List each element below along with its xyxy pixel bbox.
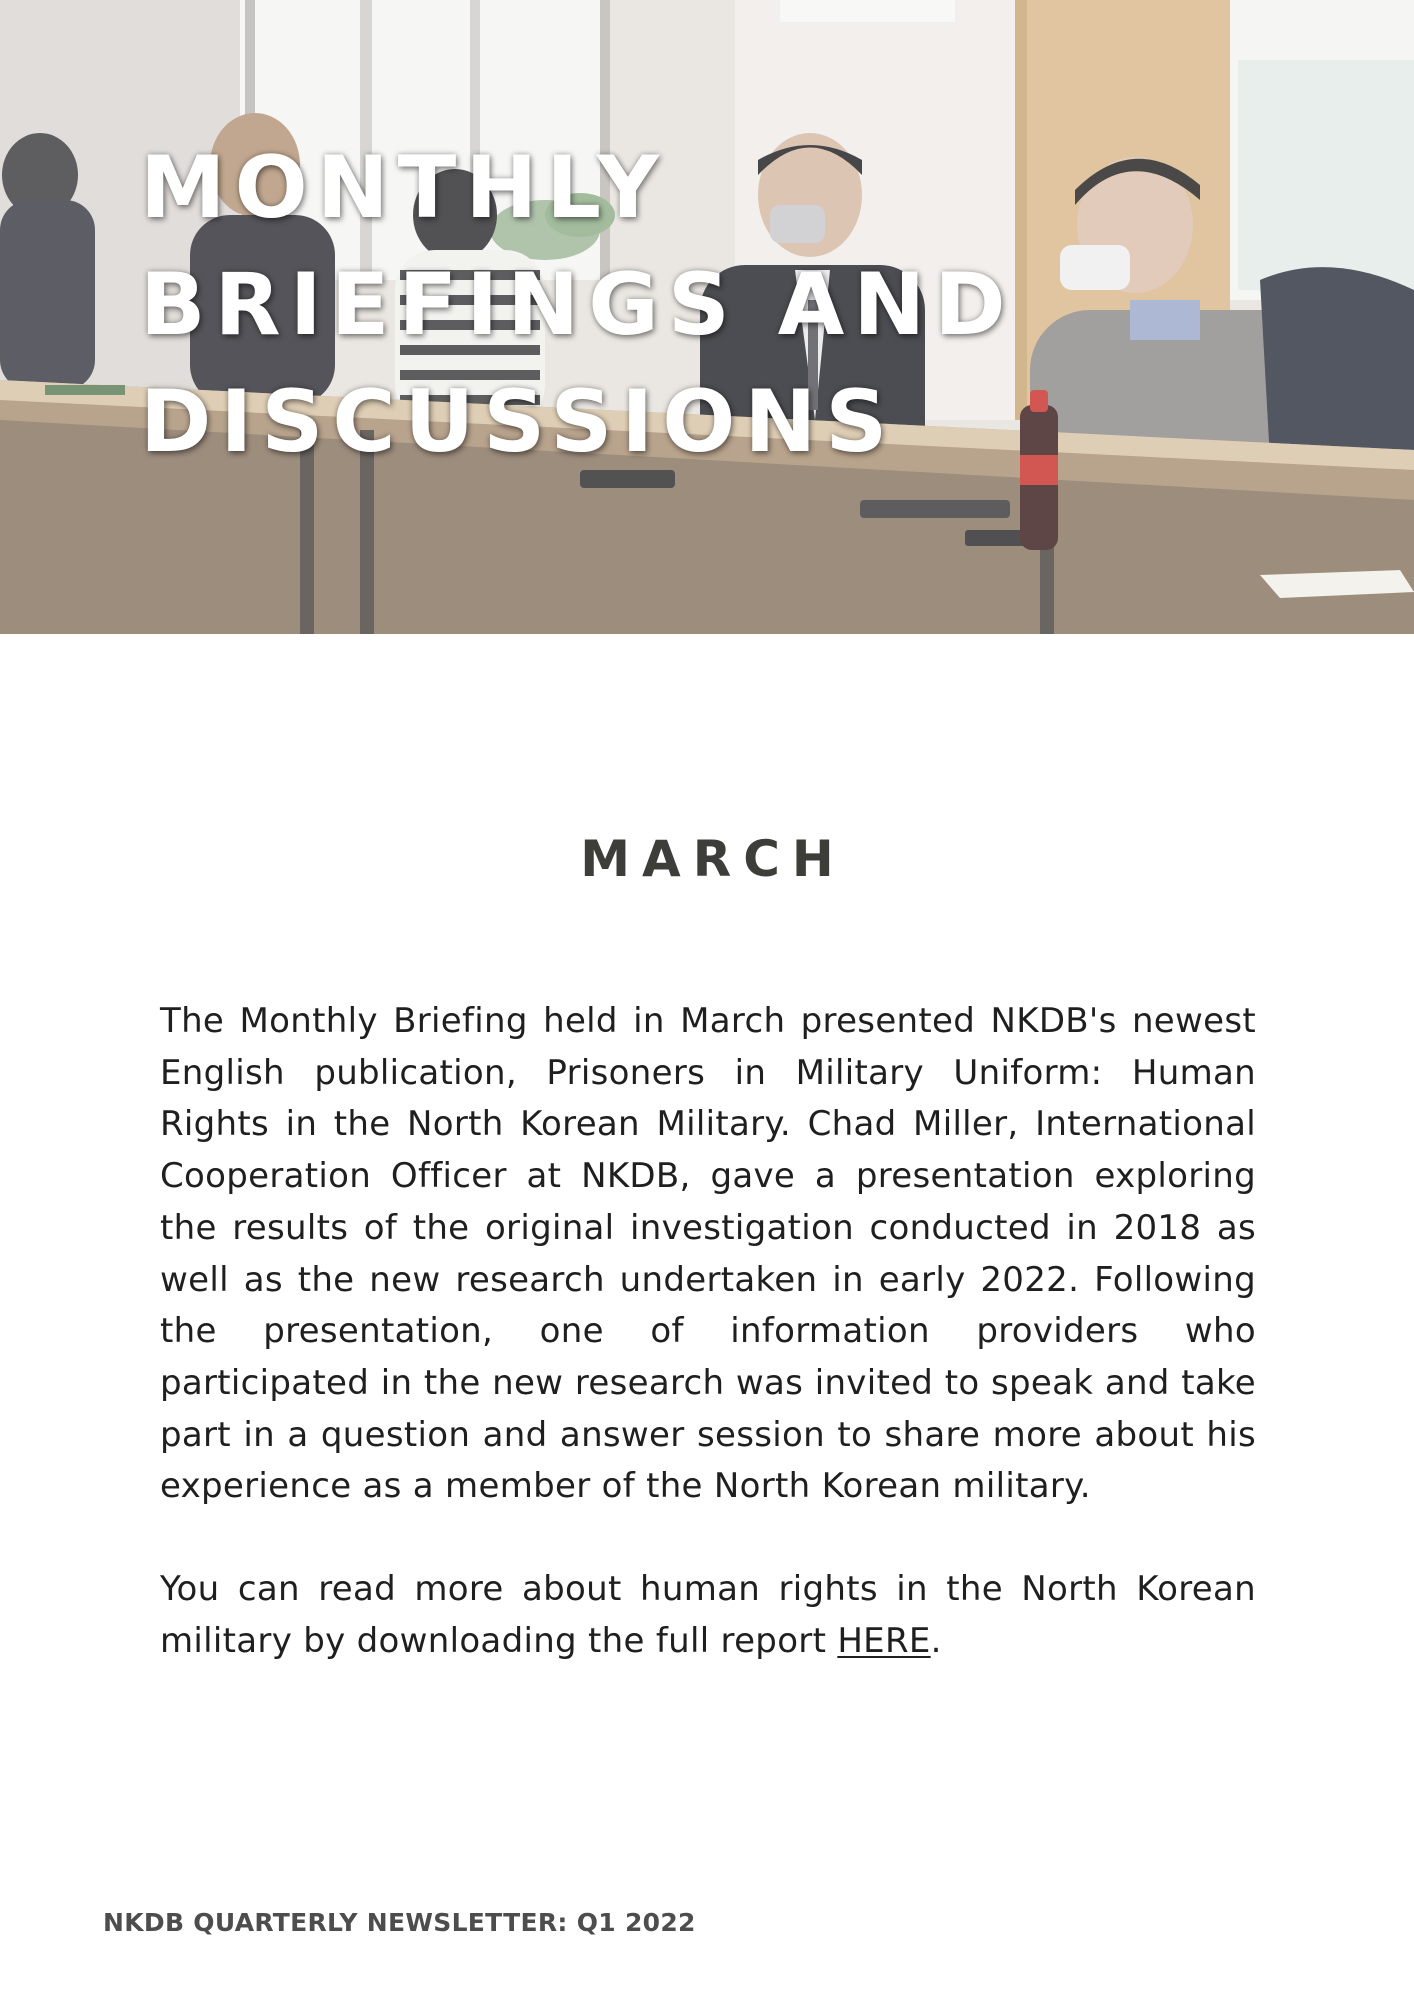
article-paragraph: The Monthly Briefing held in March presented NKDB's newest English publication, Prisoners in Military Uniform: Human Rights in the North Korean Military. Chad Miller, International Cooperation Officer at NKDB, gave a presentation exploring the results of the original investigation conducted in 2018 as well as the new research undertaken in early 2022. Following the presentation, one of information providers who participated in the new research was invited to speak and take part in a question and answer session to share more about his experience as a member of the North Korean military. — [160, 1001, 1256, 1507]
hero-title-line: BRIEFINGS AND — [140, 255, 1015, 355]
hero-banner — [0, 0, 1414, 634]
article-body — [160, 996, 1256, 1667]
newsletter-footer: NKDB QUARTERLY NEWSLETTER: Q1 2022 — [103, 1908, 696, 1937]
hero-title-line: MONTHLY — [140, 138, 668, 238]
paragraph-end: . — [930, 1620, 942, 1661]
article-paragraph — [160, 1564, 1256, 1667]
report-download-link[interactable]: HERE — [837, 1620, 931, 1661]
hero-title — [140, 130, 1015, 481]
paragraph-text: You can read more about human rights in the North Korean military by downloading the full report — [160, 1569, 1256, 1661]
hero-title-line: DISCUSSIONS — [140, 372, 897, 472]
section-heading: MARCH — [580, 830, 846, 888]
